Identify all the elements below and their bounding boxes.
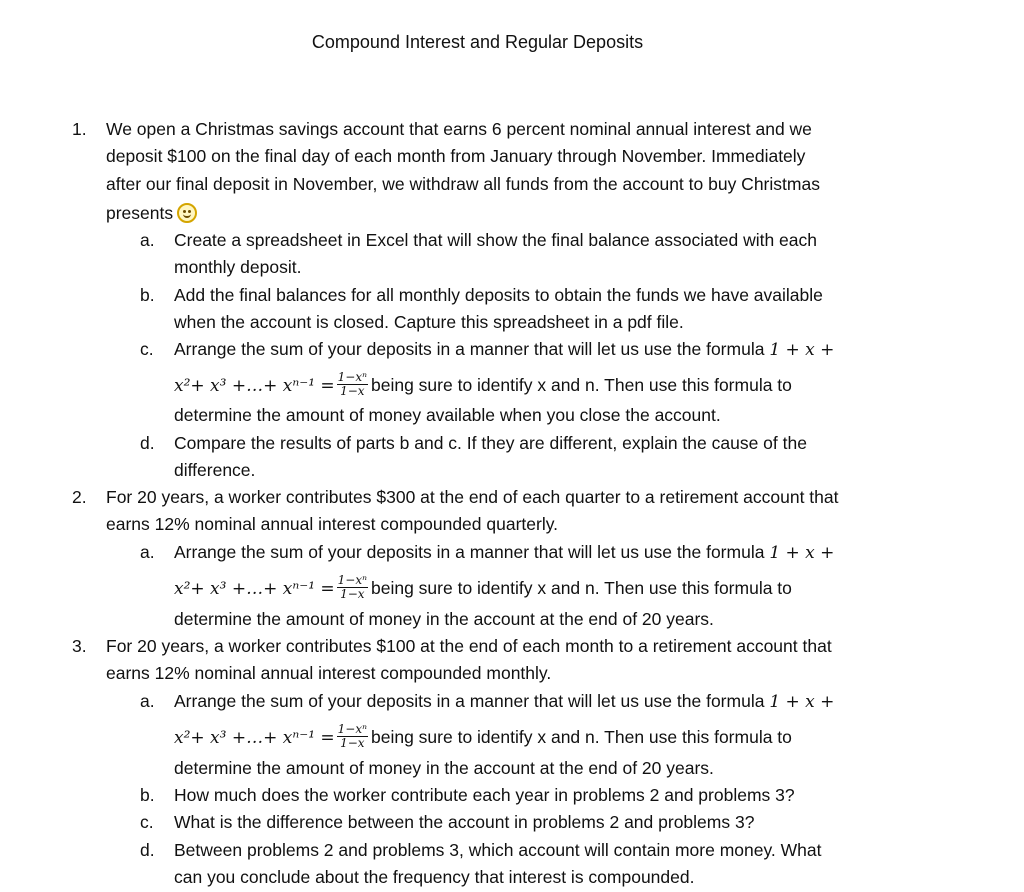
problem-1d-line-1: Compare the results of parts b and c. If they are different, explain the cause of the <box>174 433 807 453</box>
problem-1a-line-1: Create a spreadsheet in Excel that will show the final balance associated with each <box>174 230 818 250</box>
problem-1b-line-1: Add the final balances for all monthly deposits to obtain the funds we have available <box>174 285 823 305</box>
problem-1-line-3: after our final deposit in November, we withdraw all funds from the account to buy Christmas <box>106 174 820 194</box>
fraction-denominator: 1−x <box>340 587 365 601</box>
problem-1c-formula-line <box>174 370 792 400</box>
page-title: Compound Interest and Regular Deposits <box>311 32 644 52</box>
fraction-numerator: 1−xⁿ <box>337 370 367 384</box>
problem-3a-letter: a. <box>140 691 155 711</box>
problem-2-number: 2. <box>72 487 87 507</box>
formula-start: 1 + x + <box>769 543 835 563</box>
problem-2a-line-1-text: Arrange the sum of your deposits in a manner that will let us use the formula <box>174 542 765 562</box>
formula-fraction <box>337 371 368 398</box>
problem-2a-letter: a. <box>140 542 155 562</box>
problem-1-line-4-text: presents <box>106 203 174 223</box>
problem-3-line-2: earns 12% nominal annual interest compounded monthly. <box>106 663 552 683</box>
problem-1d-letter: d. <box>140 433 155 453</box>
identify-text: being sure to identify x and n. Then use this formula to <box>371 375 792 396</box>
problem-1a-line-2: monthly deposit. <box>174 257 302 277</box>
problem-1c-line-2: determine the amount of money available when you close the account. <box>174 405 721 425</box>
fraction-numerator: 1−xⁿ <box>337 573 367 587</box>
problem-1d-line-2: difference. <box>174 460 256 480</box>
problem-2a-line-2: determine the amount of money in the account at the end of 20 years. <box>174 609 714 629</box>
problem-1a-letter: a. <box>140 230 155 250</box>
fraction-denominator: 1−x <box>340 736 365 750</box>
identify-text: being sure to identify x and n. Then use this formula to <box>371 727 792 748</box>
problem-1-number: 1. <box>72 119 87 139</box>
problem-3a-line-2: determine the amount of money in the account at the end of 20 years. <box>174 758 714 778</box>
formula-fraction <box>337 574 368 601</box>
problem-1c-letter: c. <box>140 339 154 359</box>
problem-3a-line-1-text: Arrange the sum of your deposits in a manner that will let us use the formula <box>174 691 765 711</box>
fraction-denominator: 1−x <box>340 384 365 398</box>
problem-3d-line-1: Between problems 2 and problems 3, which account will contain more money. What <box>174 840 822 860</box>
problem-2a-line-1 <box>174 541 834 564</box>
problem-2a-formula-line <box>174 573 792 603</box>
problem-3c-line-1: What is the difference between the account in problems 2 and problems 3? <box>174 812 755 832</box>
fraction-numerator: 1−xⁿ <box>337 722 367 736</box>
formula-body: x²+ x³ +…+ xⁿ⁻¹ = <box>174 579 335 600</box>
problem-3-line-1: For 20 years, a worker contributes $100 at the end of each month to a retirement account that <box>106 636 832 656</box>
formula-body: x²+ x³ +…+ xⁿ⁻¹ = <box>174 728 335 749</box>
formula-start: 1 + x + <box>769 340 835 360</box>
problem-3a-line-1 <box>174 690 834 713</box>
problem-1-line-2: deposit $100 on the final day of each month from January through November. Immediately <box>106 146 806 166</box>
problem-3d-letter: d. <box>140 840 155 860</box>
problem-1c-line-1-text: Arrange the sum of your deposits in a manner that will let us use the formula <box>174 339 765 359</box>
problem-1b-line-2: when the account is closed. Capture this spreadsheet in a pdf file. <box>174 312 684 332</box>
problem-3b-line-1: How much does the worker contribute each year in problems 2 and problems 3? <box>174 785 795 805</box>
problem-3c-letter: c. <box>140 812 154 832</box>
problem-1-line-1: We open a Christmas savings account that earns 6 percent nominal annual interest and we <box>106 119 812 139</box>
formula-fraction <box>337 723 368 750</box>
smiley-face-icon <box>177 203 197 223</box>
problem-1b-letter: b. <box>140 285 155 305</box>
problem-3-number: 3. <box>72 636 87 656</box>
problem-3a-formula-line <box>174 722 792 752</box>
formula-start: 1 + x + <box>769 692 835 712</box>
problem-1-line-4 <box>106 202 197 224</box>
problem-2-line-1: For 20 years, a worker contributes $300 at the end of each quarter to a retirement account that <box>106 487 839 507</box>
problem-1c-line-1 <box>174 338 834 361</box>
problem-3b-letter: b. <box>140 785 155 805</box>
formula-body: x²+ x³ +…+ xⁿ⁻¹ = <box>174 376 335 397</box>
identify-text: being sure to identify x and n. Then use this formula to <box>371 578 792 599</box>
problem-2-line-2: earns 12% nominal annual interest compounded quarterly. <box>106 514 559 534</box>
problem-3d-line-2: can you conclude about the frequency that interest is compounded. <box>174 867 695 887</box>
